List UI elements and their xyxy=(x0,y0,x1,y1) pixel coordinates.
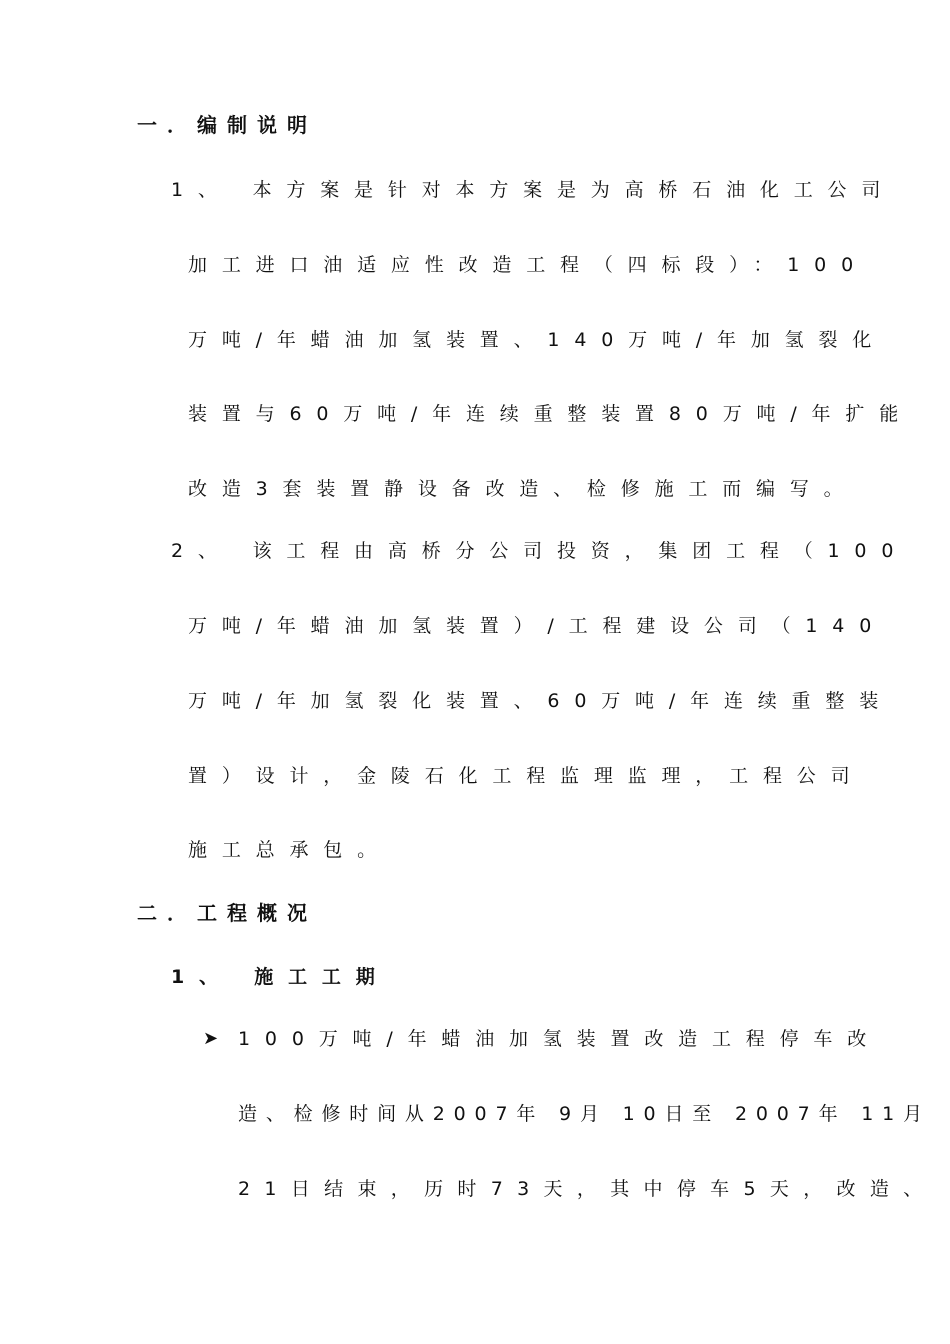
paragraph-line: 施工总承包。 xyxy=(188,839,391,861)
paragraph-line: 21日结束，历时73天，其中停车5天，改造、 xyxy=(238,1178,937,1200)
paragraph-line: 万吨/年蜡油加氢装置、140万吨/年加氢裂化 xyxy=(188,329,887,351)
section-heading-preparation: 一．编制说明 xyxy=(137,113,317,137)
paragraph-line: 造、检修时间从2007年 9月 10日至 2007年 11月 xyxy=(238,1103,931,1125)
section-heading-overview: 二．工程概况 xyxy=(137,901,317,925)
paragraph-line: 万吨/年蜡油加氢装置）/工程建设公司（140 xyxy=(188,615,887,637)
paragraph-line: 万吨/年加氢裂化装置、60万吨/年连续重整装 xyxy=(188,690,894,712)
paragraph-line: 加工进口油适应性改造工程（四标段）：100 xyxy=(188,254,868,276)
paragraph-line: 装置与60万吨/年连续重整装置80万吨/年扩能 xyxy=(188,403,914,425)
paragraph-line: 2、 该工程由高桥分公司投资，集团工程（100 xyxy=(171,540,909,562)
paragraph-line: 100万吨/年蜡油加氢装置改造工程停车改 xyxy=(238,1028,882,1050)
paragraph-line: 1、 本方案是针对本方案是为高桥石油化工公司 xyxy=(171,179,896,201)
subsection-heading-schedule: 1、 施工工期 xyxy=(171,966,390,988)
paragraph-line: 置）设计，金陵石化工程监理监理，工程公司 xyxy=(188,765,865,787)
arrow-bullet-icon: ➤ xyxy=(203,1028,219,1049)
paragraph-line: 改造3套装置静设备改造、检修施工而编写。 xyxy=(188,478,858,500)
